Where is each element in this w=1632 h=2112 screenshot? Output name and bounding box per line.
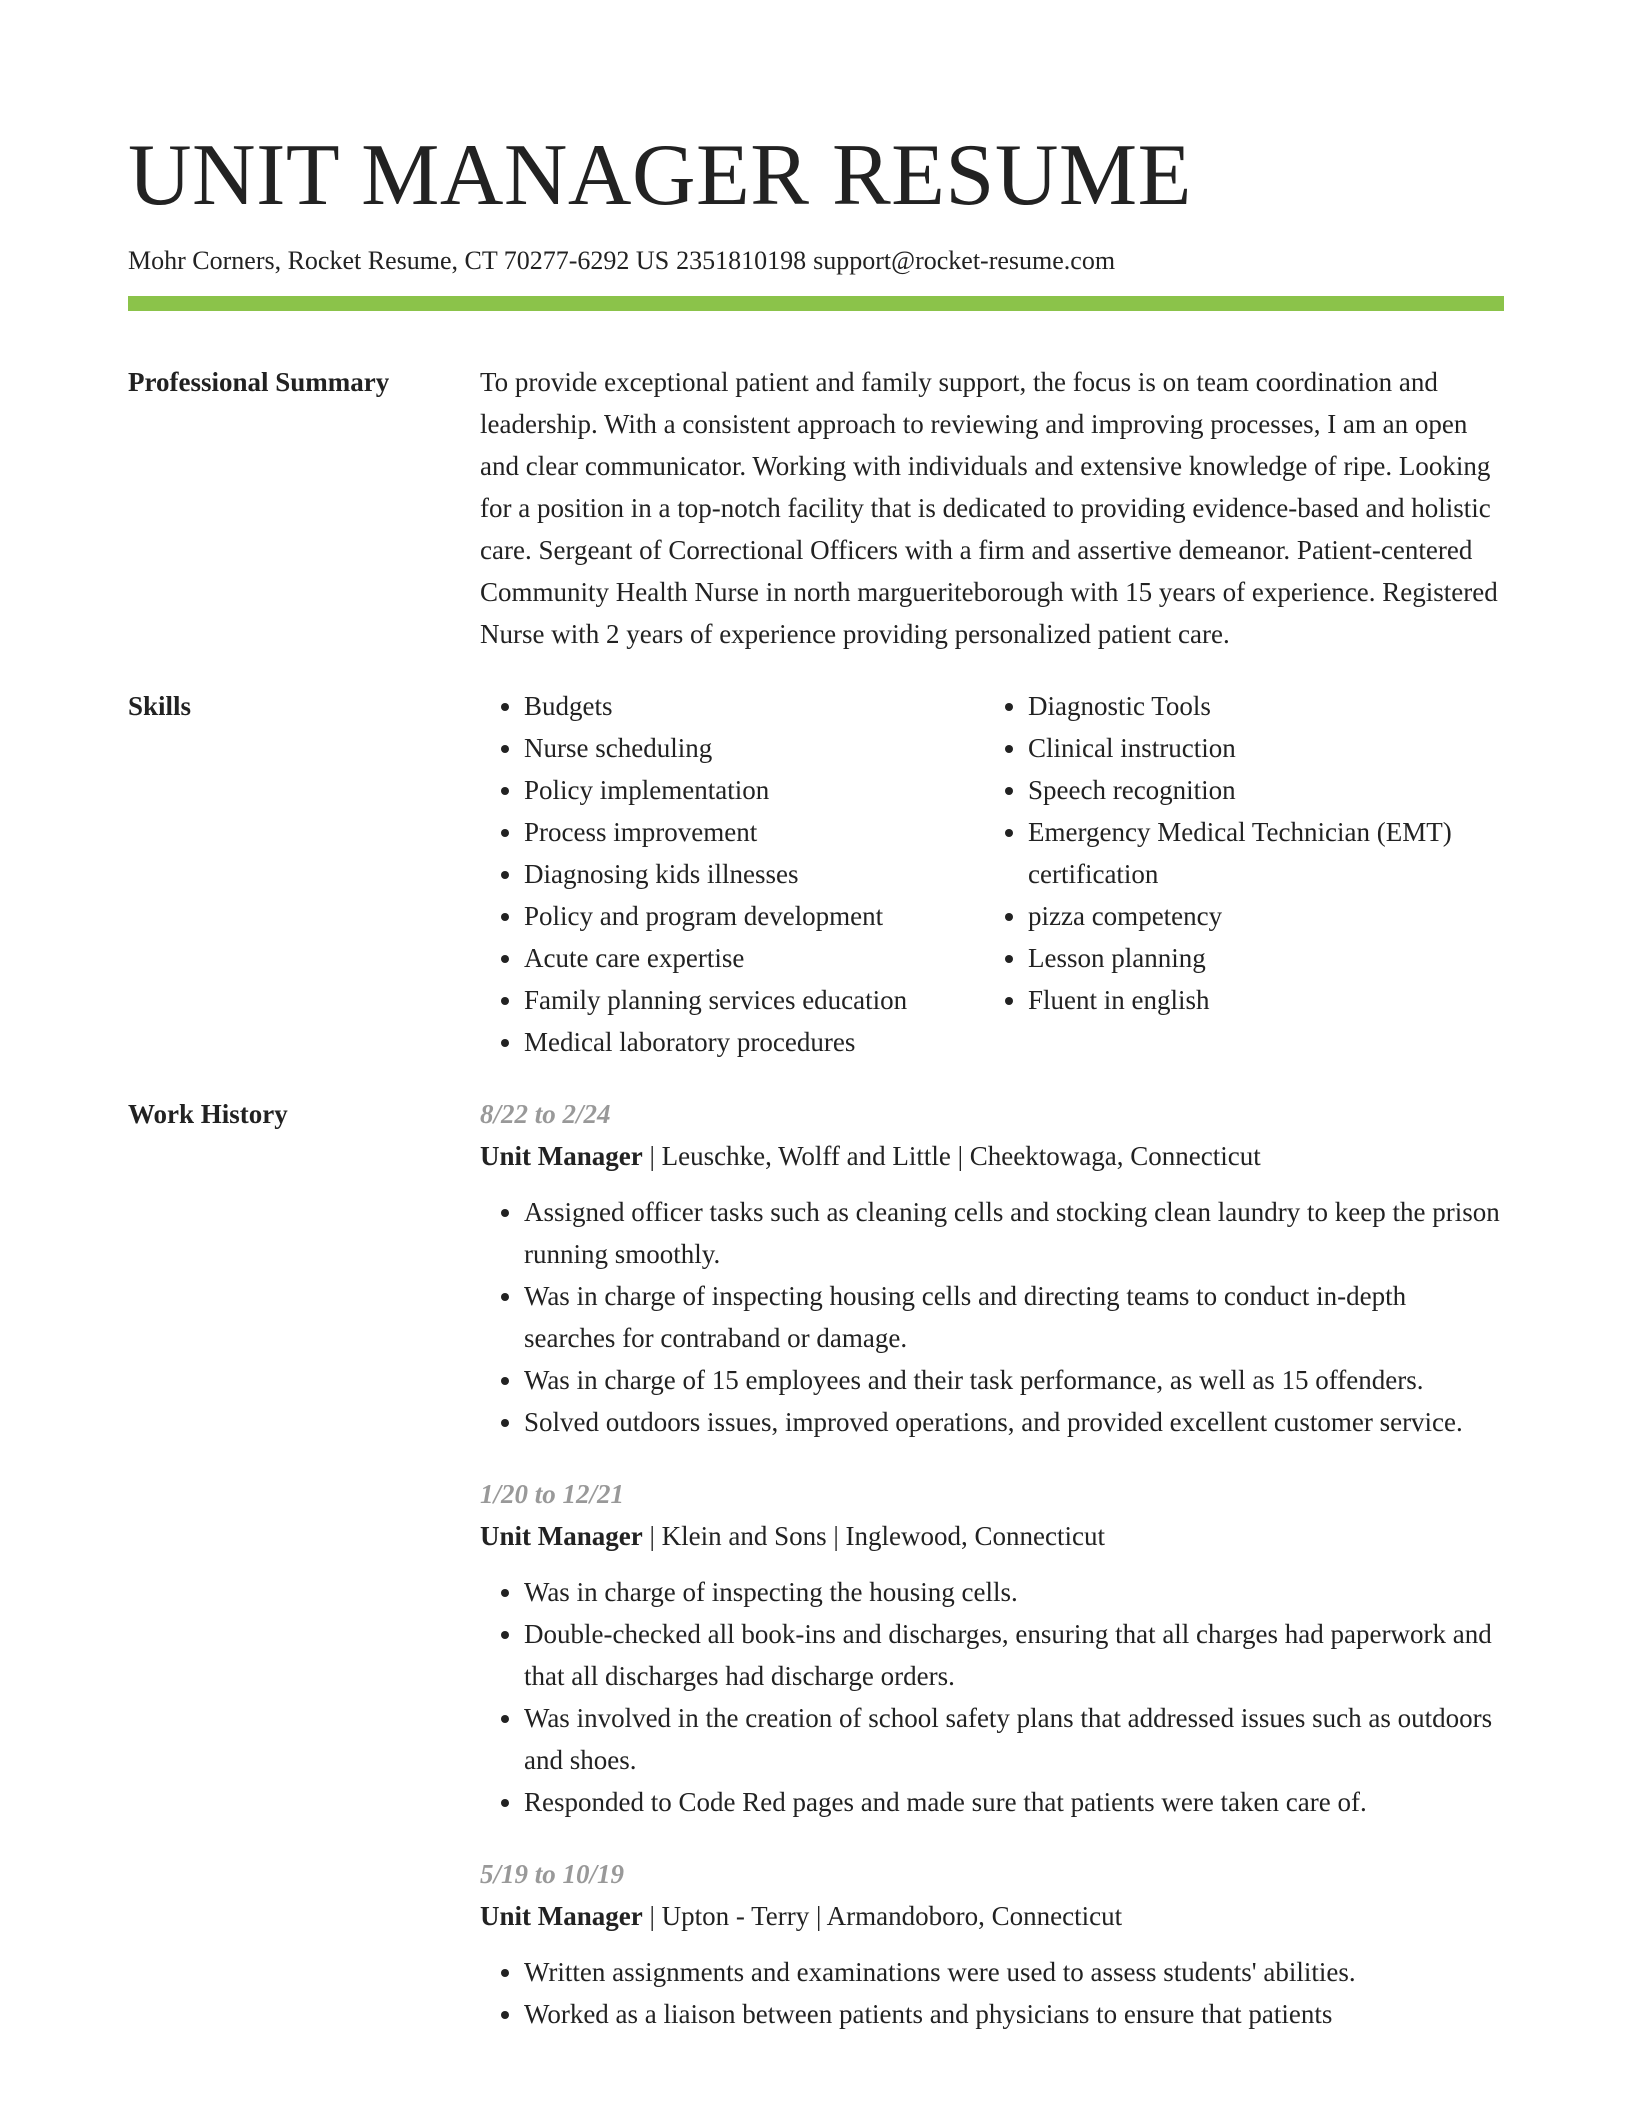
job-dates: 1/20 to 12/21 [480, 1478, 625, 1509]
skill-item: • Family planning services education [524, 979, 984, 1021]
contact-line [128, 244, 1504, 278]
skill-item: • pizza competency [1028, 895, 1504, 937]
skill-item: • Medical laboratory procedures [524, 1021, 984, 1063]
skill-item: • Budgets [524, 685, 984, 727]
job-bullet: • Responded to Code Red pages and made sure that patients were taken care of. [524, 1781, 1504, 1823]
job-bullets [480, 1951, 1504, 2035]
skills-heading: Skills [128, 690, 192, 721]
job-bullet: • Solved outdoors issues, improved operations, and provided excellent customer service. [524, 1401, 1504, 1443]
job-company: Klein and Sons [661, 1520, 827, 1551]
summary-section [128, 361, 1504, 655]
work-history-section [128, 1093, 1504, 2065]
work-history-heading: Work History [128, 1098, 288, 1129]
job-company: Leuschke, Wolff and Little [661, 1140, 951, 1171]
job-bullets [480, 1571, 1504, 1823]
job-entry [480, 1853, 1504, 2035]
job-bullet: • Was involved in the creation of school safety plans that addressed issues such as outdoors and shoes. [524, 1697, 1504, 1781]
job-title: Unit Manager [480, 1900, 643, 1931]
skill-item: • Policy implementation [524, 769, 984, 811]
skill-item: • Speech recognition [1028, 769, 1504, 811]
skills-columns [480, 685, 1504, 1063]
job-bullet: • Was in charge of 15 employees and their task performance, as well as 15 offenders. [524, 1359, 1504, 1401]
job-location: Armandoboro, Connecticut [826, 1900, 1123, 1931]
job-dates: 5/19 to 10/19 [480, 1858, 625, 1889]
job-entry [480, 1093, 1504, 1443]
job-location: Inglewood, Connecticut [845, 1520, 1105, 1551]
job-bullet: • Assigned officer tasks such as cleaning cells and stocking clean laundry to keep the prison running smoothly. [524, 1191, 1504, 1275]
job-location: Cheektowaga, Connecticut [969, 1140, 1261, 1171]
skill-item: • Lesson planning [1028, 937, 1504, 979]
job-entry [480, 1473, 1504, 1823]
job-heading-line: Unit Manager | Upton - Terry | Armandoboro, Connecticut [480, 1900, 1123, 1931]
job-bullet: • Double-checked all book-ins and discharges, ensuring that all charges had paperwork and that all discharges had discharge orders. [524, 1613, 1504, 1697]
job-bullet: • Was in charge of inspecting the housing cells. [524, 1571, 1504, 1613]
job-list [480, 1093, 1504, 2065]
summary-heading: Professional Summary [128, 366, 390, 397]
job-heading-line: Unit Manager | Leuschke, Wolff and Little | Cheektowaga, Connecticut [480, 1140, 1261, 1171]
skill-item: • Emergency Medical Technician (EMT) certification [1028, 811, 1504, 895]
job-bullets [480, 1191, 1504, 1443]
skill-item: • Acute care expertise [524, 937, 984, 979]
contact-phone: 2351810198 [676, 246, 807, 275]
contact-address: Mohr Corners, Rocket Resume, CT 70277-6292 US [128, 246, 670, 275]
job-company: Upton - Terry [661, 1900, 810, 1931]
job-bullet: • Was in charge of inspecting housing cells and directing teams to conduct in-depth searches for contraband or damage. [524, 1275, 1504, 1359]
skill-item: • Process improvement [524, 811, 984, 853]
accent-divider [128, 296, 1504, 311]
job-heading-line: Unit Manager | Klein and Sons | Inglewood, Connecticut [480, 1520, 1105, 1551]
contact-email: support@rocket-resume.com [813, 246, 1116, 275]
skills-section [128, 685, 1504, 1063]
skills-list-left [480, 685, 984, 1063]
skill-item: • Fluent in english [1028, 979, 1504, 1021]
resume-page [128, 118, 1504, 2065]
resume-title: UNIT MANAGER RESUME [128, 127, 1192, 224]
summary-text: To provide exceptional patient and family support, the focus is on team coordination and leadership. With a consistent approach to reviewing and improving processes, I am an open and clear communicator. Working with individuals and extensive knowledge of ripe. Looking for a position in a top-notch facility that is dedicated to providing evidence-based and holistic care. Sergeant of Correctional Officers with a firm and assertive demeanor. Patient-centered Community Health Nurse in north margueriteborough with 15 years of experience. Registered Nurse with 2 years of experience providing personalized patient care. [480, 366, 1498, 649]
skill-item: • Diagnostic Tools [1028, 685, 1504, 727]
job-bullet: • Written assignments and examinations were used to assess students' abilities. [524, 1951, 1504, 1993]
skill-item: • Policy and program development [524, 895, 984, 937]
skill-item: • Clinical instruction [1028, 727, 1504, 769]
job-bullet: • Worked as a liaison between patients and physicians to ensure that patients [524, 1993, 1504, 2035]
skill-item: • Nurse scheduling [524, 727, 984, 769]
job-title: Unit Manager [480, 1140, 643, 1171]
skills-list-right [984, 685, 1504, 1063]
job-dates: 8/22 to 2/24 [480, 1098, 611, 1129]
job-title: Unit Manager [480, 1520, 643, 1551]
skill-item: • Diagnosing kids illnesses [524, 853, 984, 895]
